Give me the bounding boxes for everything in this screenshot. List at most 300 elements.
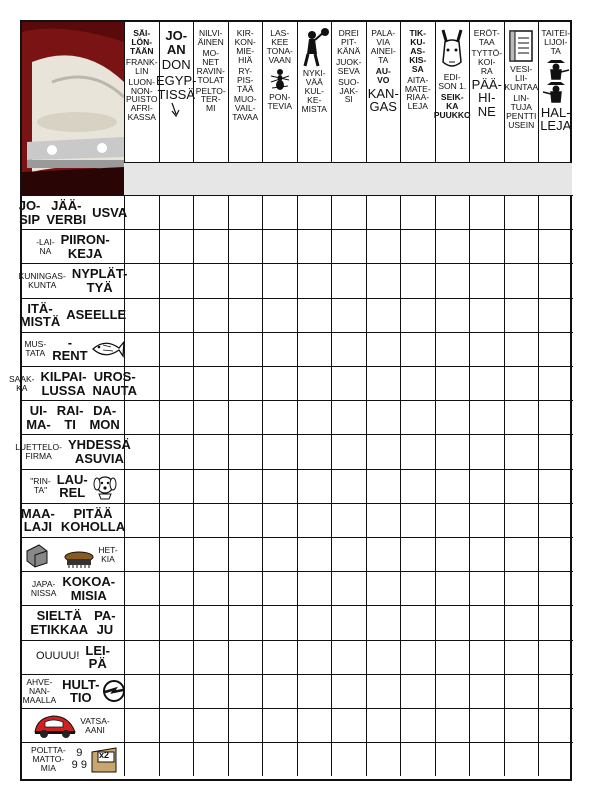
grid-cell[interactable] — [297, 263, 332, 297]
grid-cell[interactable] — [159, 503, 194, 537]
grid-cell[interactable] — [297, 469, 332, 503]
grid-cell[interactable] — [262, 434, 297, 468]
grid-cell[interactable] — [297, 537, 332, 571]
grid-cell[interactable] — [331, 640, 366, 674]
grid-cell[interactable] — [124, 229, 159, 263]
grid-cell[interactable] — [193, 503, 228, 537]
column-clue-5 — [262, 22, 297, 162]
grid-cell[interactable] — [331, 400, 366, 434]
grid-cell[interactable] — [469, 708, 504, 742]
grid-cell[interactable] — [331, 537, 366, 571]
grid-cell[interactable] — [400, 332, 435, 366]
grid-cell[interactable] — [297, 400, 332, 434]
grid-cell[interactable] — [435, 366, 470, 400]
grid-cell[interactable] — [124, 469, 159, 503]
grid-cell[interactable] — [262, 571, 297, 605]
column-clue-11 — [469, 22, 504, 162]
grid-cell[interactable] — [366, 640, 401, 674]
grid-cell[interactable] — [435, 503, 470, 537]
grid-cell[interactable] — [159, 434, 194, 468]
row-clue-text: "RIN- TA" — [30, 476, 51, 496]
grid-cell[interactable] — [538, 674, 573, 708]
column-clue-text: NILVI- ÄINEN — [197, 28, 224, 47]
row-clue-text: HET- KIA — [98, 544, 118, 564]
grid-cell[interactable] — [331, 503, 366, 537]
row-clue-text: ASEELLE — [66, 307, 127, 323]
row-clue-text: MUS- TATA — [24, 339, 47, 359]
grid-cell[interactable] — [297, 708, 332, 742]
row-clue-2 — [22, 229, 124, 263]
grid-cell[interactable] — [193, 434, 228, 468]
grid-cell[interactable] — [297, 229, 332, 263]
grid-cell[interactable] — [193, 400, 228, 434]
grid-cell[interactable] — [124, 742, 159, 776]
grid-cell[interactable] — [366, 400, 401, 434]
grid-cell[interactable] — [228, 742, 263, 776]
column-clue-text: EDI- SON 1. — [438, 72, 467, 91]
grid-cell[interactable] — [469, 674, 504, 708]
grid-cell[interactable] — [400, 434, 435, 468]
grid-cell[interactable] — [262, 503, 297, 537]
grid-cell[interactable] — [262, 708, 297, 742]
crossword-puzzle — [8, 20, 572, 781]
grid-cell[interactable] — [538, 503, 573, 537]
grid-cell[interactable] — [124, 537, 159, 571]
grid-cell[interactable] — [435, 674, 470, 708]
grid-cell[interactable] — [469, 332, 504, 366]
grid-cell[interactable] — [366, 503, 401, 537]
opel-icon — [102, 679, 126, 703]
grid-cell[interactable] — [193, 332, 228, 366]
column-clue-10 — [435, 22, 470, 162]
grid-cell[interactable] — [435, 537, 470, 571]
grid-cell[interactable] — [504, 332, 539, 366]
grid-cell[interactable] — [366, 708, 401, 742]
grid-cell[interactable] — [538, 195, 573, 229]
grid-cell[interactable] — [193, 263, 228, 297]
grid-cell[interactable] — [366, 537, 401, 571]
row-clue-13 — [22, 605, 124, 639]
row-clue-text: LUETTELO- FIRMA — [15, 442, 62, 461]
grid-cell[interactable] — [400, 366, 435, 400]
grid-cell[interactable] — [193, 640, 228, 674]
grid-cell[interactable] — [504, 640, 539, 674]
grid-cell[interactable] — [331, 708, 366, 742]
grid-cell[interactable] — [159, 742, 194, 776]
grid-cell[interactable] — [228, 400, 263, 434]
grid-cell[interactable] — [538, 229, 573, 263]
column-clue-text: ERÖT- TAA — [473, 28, 500, 47]
grid-cell[interactable] — [538, 332, 573, 366]
column-clue-3 — [193, 22, 228, 162]
grid-cell[interactable] — [538, 640, 573, 674]
grid-cell[interactable] — [366, 298, 401, 332]
grid-cell[interactable] — [124, 366, 159, 400]
grid-cell[interactable] — [159, 537, 194, 571]
row-clue-4 — [19, 298, 127, 332]
column-clue-text: KIR- KON- MIE- HIÄ — [234, 28, 256, 65]
grid-cell[interactable] — [469, 742, 504, 776]
column-clue-text: SEIK- KA PUUKKO — [433, 91, 471, 120]
grid-cell[interactable] — [159, 400, 194, 434]
row-clue-text: RAI- TI — [56, 403, 84, 432]
grid-cell[interactable] — [504, 571, 539, 605]
grid-cell[interactable] — [159, 263, 194, 297]
grid-cell[interactable] — [435, 263, 470, 297]
row-clue-6 — [8, 366, 138, 400]
column-clue-text: DON — [161, 57, 191, 73]
row-clue-text: USVA — [92, 204, 128, 220]
row-clue-text: PIIRON- KEJA — [60, 232, 110, 261]
grid-cell[interactable] — [124, 434, 159, 468]
row-clue-text: ITÄ- MISTÄ — [19, 300, 61, 330]
grid-cell[interactable] — [124, 195, 159, 229]
grid-cell[interactable] — [435, 400, 470, 434]
row-clue-text: UI- MA- — [26, 403, 51, 432]
grid-cell[interactable] — [400, 229, 435, 263]
column-clue-text: KAN- GAS — [367, 85, 399, 115]
grid-cell[interactable] — [469, 400, 504, 434]
x2-label: x2 — [98, 749, 109, 760]
grid-cell[interactable] — [504, 263, 539, 297]
grid-cell[interactable] — [124, 571, 159, 605]
grid-cell[interactable] — [504, 366, 539, 400]
grid-cell[interactable] — [538, 400, 573, 434]
column-clue-text: SÄI- LÖN- TÄÄN — [129, 28, 154, 56]
grid-cell[interactable] — [228, 195, 263, 229]
grid-cell[interactable] — [538, 605, 573, 639]
grid-cell[interactable] — [504, 708, 539, 742]
grid-cell[interactable] — [331, 298, 366, 332]
grid-cell[interactable] — [228, 571, 263, 605]
grid-cell[interactable] — [469, 605, 504, 639]
row-clue-text: -LAI- NA — [36, 236, 55, 256]
grid-cell[interactable] — [159, 469, 194, 503]
grid-cell[interactable] — [262, 674, 297, 708]
grid-cell[interactable] — [469, 195, 504, 229]
grid-cell[interactable] — [331, 263, 366, 297]
column-clue-13 — [538, 22, 573, 162]
grid-cell[interactable] — [228, 366, 263, 400]
grid-cell[interactable] — [124, 708, 159, 742]
row-clue-7 — [22, 400, 124, 434]
grid-cell[interactable] — [366, 229, 401, 263]
grid-cell[interactable] — [193, 674, 228, 708]
grid-cell[interactable] — [159, 571, 194, 605]
grid-cell[interactable] — [228, 263, 263, 297]
grid-cell[interactable] — [331, 332, 366, 366]
row-clue-9 — [22, 469, 124, 503]
grid-cell[interactable] — [504, 469, 539, 503]
grid-cell[interactable] — [469, 434, 504, 468]
grid-cell[interactable] — [124, 332, 159, 366]
grid-cell[interactable] — [400, 263, 435, 297]
grid-cell[interactable] — [400, 571, 435, 605]
grid-cell[interactable] — [469, 640, 504, 674]
grid-cell[interactable] — [435, 571, 470, 605]
grid-cell[interactable] — [159, 229, 194, 263]
column-clue-2 — [156, 22, 197, 162]
grid-cell[interactable] — [400, 298, 435, 332]
grid-cell[interactable] — [469, 298, 504, 332]
row-clue-text: POLTTA- MATTO- MIA — [31, 745, 66, 774]
grid-cell[interactable] — [469, 571, 504, 605]
grid-cell[interactable] — [228, 229, 263, 263]
grid-cell[interactable] — [366, 263, 401, 297]
column-clue-text: LIN- TUJA PENTTI USEIN — [506, 92, 537, 130]
grid-cell[interactable] — [193, 605, 228, 639]
grid-cell[interactable] — [228, 332, 263, 366]
column-clue-text: FRANK- LIN — [125, 56, 158, 76]
row-clue-text: 9 9 9 — [71, 747, 87, 771]
grid-cell[interactable] — [159, 708, 194, 742]
grid-cell[interactable] — [297, 366, 332, 400]
grid-cell[interactable] — [297, 434, 332, 468]
grid-cell[interactable] — [504, 229, 539, 263]
grid-cell[interactable] — [469, 366, 504, 400]
grid-cell[interactable] — [262, 605, 297, 639]
grid-cell[interactable] — [193, 229, 228, 263]
grid-cell[interactable] — [504, 742, 539, 776]
row-clue-text: LAU- REL — [56, 471, 88, 501]
grid-cell[interactable] — [538, 708, 573, 742]
grid-cell[interactable] — [124, 674, 159, 708]
grid-cell[interactable] — [297, 195, 332, 229]
grid-cell[interactable] — [504, 503, 539, 537]
row-clue-11 — [22, 537, 124, 571]
grid-cell[interactable] — [124, 298, 159, 332]
grid-cell[interactable] — [331, 229, 366, 263]
grid-cell[interactable] — [297, 640, 332, 674]
grid-cell[interactable] — [297, 605, 332, 639]
grid-cell[interactable] — [124, 640, 159, 674]
grid-cell[interactable] — [331, 366, 366, 400]
beetle-icon — [33, 712, 77, 740]
row-clue-text: PA- JU — [94, 608, 116, 637]
column-clue-text: PON- TEVIA — [267, 91, 293, 111]
grid-cell[interactable] — [366, 571, 401, 605]
row-clue-text: YHDESSÄ ASUVIA — [67, 437, 131, 466]
grid-cell[interactable] — [435, 434, 470, 468]
grid-cell[interactable] — [228, 503, 263, 537]
grid-cell[interactable] — [400, 469, 435, 503]
grid-cell[interactable] — [366, 605, 401, 639]
row-clue-text: KOKOA- MISIA — [62, 574, 116, 603]
row-clue-text: UROS- NAUTA — [92, 368, 138, 398]
grid-cell[interactable] — [159, 195, 194, 229]
grid-cell[interactable] — [193, 366, 228, 400]
row-clue-17 — [22, 742, 124, 776]
grid-cell[interactable] — [504, 537, 539, 571]
grid-cell[interactable] — [228, 640, 263, 674]
row-clue-14 — [22, 640, 124, 674]
grid-cell[interactable] — [262, 229, 297, 263]
grid-cell[interactable] — [469, 229, 504, 263]
donkey-icon — [435, 28, 469, 72]
row-clue-text: PITÄÄ KOHOLLA — [60, 505, 126, 535]
grid-cell[interactable] — [262, 640, 297, 674]
grid-cell[interactable] — [435, 605, 470, 639]
grid-cell[interactable] — [504, 400, 539, 434]
grid-cell[interactable] — [228, 298, 263, 332]
column-clue-text: NYKI- VÄÄ KUL- KE- MISTA — [301, 68, 327, 114]
grid-cell[interactable] — [435, 708, 470, 742]
grid-cell[interactable] — [504, 298, 539, 332]
hobo-icon — [299, 28, 329, 68]
grid-cell[interactable] — [366, 332, 401, 366]
grid-cell[interactable] — [262, 742, 297, 776]
row-clue-text: SIELTÄ ETIKKAA — [30, 608, 89, 637]
column-clue-text: TYTTÖ- KOI- RA — [471, 47, 503, 76]
grid-cell[interactable] — [297, 298, 332, 332]
grid-cell[interactable] — [297, 503, 332, 537]
grid-cell[interactable] — [262, 263, 297, 297]
grid-cell[interactable] — [504, 605, 539, 639]
column-clue-8 — [366, 22, 401, 162]
grid-cell[interactable] — [538, 298, 573, 332]
grid-cell[interactable] — [435, 195, 470, 229]
grid-cell[interactable] — [400, 537, 435, 571]
grid-cell[interactable] — [159, 605, 194, 639]
column-clue-text: LUON- NON- PUISTO AFRI- KASSA — [126, 76, 158, 123]
grid-cell[interactable] — [297, 332, 332, 366]
grid-cell[interactable] — [400, 400, 435, 434]
row-clue-5 — [22, 332, 124, 366]
grid-cell[interactable] — [262, 537, 297, 571]
grid-cell[interactable] — [435, 332, 470, 366]
grid-cell[interactable] — [331, 469, 366, 503]
grid-cell[interactable] — [435, 469, 470, 503]
grid-cell[interactable] — [435, 298, 470, 332]
grid-cell[interactable] — [262, 332, 297, 366]
answer-strip-gray — [124, 162, 572, 196]
grid-cell[interactable] — [366, 469, 401, 503]
grid-cell[interactable] — [400, 195, 435, 229]
column-clue-7 — [331, 22, 366, 162]
column-clue-text: AU- VO — [375, 65, 391, 85]
column-clue-text: JUOK- SEVA — [336, 56, 362, 76]
grid-cell[interactable] — [159, 366, 194, 400]
grid-cell[interactable] — [366, 434, 401, 468]
column-clue-text: DREI PIT- KÄNÄ — [337, 28, 361, 56]
dog-icon — [91, 472, 119, 500]
grid-cell[interactable] — [331, 571, 366, 605]
row-clue-text: JO- SIP — [18, 197, 41, 227]
grid-cell[interactable] — [124, 400, 159, 434]
grid-cell[interactable] — [435, 742, 470, 776]
grid-cell[interactable] — [331, 605, 366, 639]
grid-cell[interactable] — [400, 503, 435, 537]
grid-cell[interactable] — [435, 640, 470, 674]
column-clue-text: MO- NET RAVIN- TOLAT — [196, 47, 225, 85]
row-clue-text: JÄÄ- VERBI — [46, 197, 87, 227]
grid-cell[interactable] — [331, 742, 366, 776]
grid-cell[interactable] — [400, 640, 435, 674]
grid-cell[interactable] — [228, 537, 263, 571]
grid-cell[interactable] — [193, 571, 228, 605]
grid-cell[interactable] — [297, 571, 332, 605]
column-clue-12 — [504, 22, 539, 162]
grid-cell[interactable] — [262, 400, 297, 434]
row-clue-text: HULT- TIO — [62, 676, 100, 706]
grid-cell[interactable] — [228, 674, 263, 708]
grid-cell[interactable] — [193, 742, 228, 776]
grid-cell[interactable] — [193, 298, 228, 332]
row-clue-text: NYPLÄT- TYÄ — [71, 266, 128, 295]
grid-cell[interactable] — [366, 674, 401, 708]
grid-cell[interactable] — [193, 537, 228, 571]
grid-cell[interactable] — [262, 366, 297, 400]
grid-cell[interactable] — [331, 674, 366, 708]
grid-cell[interactable] — [124, 503, 159, 537]
grid-cell[interactable] — [228, 708, 263, 742]
grid-cell[interactable] — [400, 742, 435, 776]
grid-cell[interactable] — [366, 195, 401, 229]
grid-cell[interactable] — [469, 503, 504, 537]
grid-cell[interactable] — [193, 195, 228, 229]
grid-cell[interactable] — [469, 263, 504, 297]
grid-cell[interactable] — [331, 195, 366, 229]
grid-cell[interactable] — [159, 640, 194, 674]
grid-cell[interactable] — [228, 434, 263, 468]
column-clue-text: PELTO- TER- MI — [195, 85, 226, 114]
grid-cell[interactable] — [262, 298, 297, 332]
grid-cell[interactable] — [469, 469, 504, 503]
column-clue-text: PALA- VIA AINEI- TA — [370, 28, 396, 65]
grid-cell[interactable] — [504, 434, 539, 468]
book-icon — [506, 28, 536, 64]
grid-cell[interactable] — [193, 469, 228, 503]
grid-cell[interactable] — [159, 332, 194, 366]
grid-cell[interactable] — [193, 708, 228, 742]
grid-cell[interactable] — [538, 571, 573, 605]
column-clue-text: LAS- KEE TONA- VAAN — [266, 28, 293, 65]
grid-cell[interactable] — [538, 742, 573, 776]
column-clue-text: JO- AN — [165, 28, 188, 57]
grid-cell[interactable] — [366, 366, 401, 400]
column-clue-text: AITA- MATE- RIAA- LEJA — [404, 74, 431, 112]
grid-cell[interactable] — [159, 674, 194, 708]
grid-cell[interactable] — [124, 605, 159, 639]
grid-cell[interactable] — [331, 434, 366, 468]
grid-cell[interactable] — [400, 708, 435, 742]
row-clue-text: MAA- LAJI — [20, 505, 55, 535]
grid-cell[interactable] — [504, 674, 539, 708]
grid-cell[interactable] — [297, 674, 332, 708]
grid-cell[interactable] — [297, 742, 332, 776]
column-clue-text: TIK- KU- AS- KIS- SA — [409, 28, 427, 74]
grid-cell[interactable] — [538, 537, 573, 571]
grid-cell[interactable] — [538, 366, 573, 400]
grid-cell[interactable] — [262, 469, 297, 503]
grid-cell[interactable] — [435, 229, 470, 263]
row-clue-text: KILPAI- LUSSA — [40, 368, 87, 398]
grid-cell[interactable] — [159, 298, 194, 332]
grid-cell[interactable] — [504, 195, 539, 229]
grid-cell[interactable] — [124, 263, 159, 297]
grid-cell[interactable] — [228, 469, 263, 503]
grid-cell[interactable] — [228, 605, 263, 639]
grid-cell[interactable] — [366, 742, 401, 776]
grid-cell[interactable] — [469, 537, 504, 571]
grid-cell[interactable] — [400, 605, 435, 639]
grid-cell[interactable] — [262, 195, 297, 229]
grid-cell[interactable] — [400, 674, 435, 708]
grid-cell[interactable] — [538, 469, 573, 503]
row-clue-text: VATSA- AANI — [80, 715, 110, 735]
grid-cell[interactable] — [538, 434, 573, 468]
grid-cell[interactable] — [538, 263, 573, 297]
